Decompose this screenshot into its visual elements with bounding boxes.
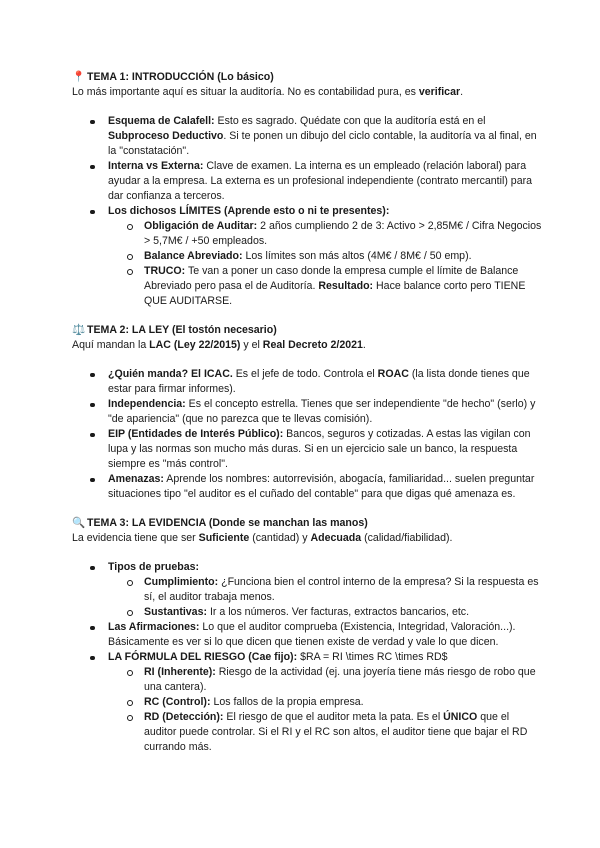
bold-run: Independencia: (108, 398, 186, 410)
sub-list-item (108, 219, 542, 249)
text-run: . (362, 339, 366, 351)
bold-run: Balance Abreviado: (144, 250, 243, 262)
text-run: Los fallos de la propia empresa. (210, 696, 364, 708)
text-run: que el auditor puede controlar. Si el RI y el RC son altos, el auditor tiene que bajar el RD currando más. (144, 711, 528, 753)
bold-run: RD (Detección): (144, 711, 224, 723)
list-item (72, 620, 542, 650)
bold-run: LA FÓRMULA DEL RIESGO (Cae fijo): (108, 651, 298, 663)
text-run: . (460, 86, 464, 98)
sub-list-item (108, 710, 542, 755)
text-run: (la lista donde tienes que estar para firmar informes). (108, 368, 530, 395)
text-run: (cantidad) y (249, 532, 311, 544)
bold-run: EIP (Entidades de Interés Público): (108, 428, 284, 440)
list-item (72, 159, 542, 204)
bold-run: Cumplimiento: (144, 576, 219, 588)
sub-list-item (108, 605, 542, 620)
heading-text: TEMA 1: INTRODUCCIÓN (Lo básico) (87, 71, 274, 83)
bold-run: Real Decreto 2/2021 (262, 339, 363, 351)
text-run: Riesgo de la actividad (ej. una joyería tiene más riesgo de robo que una cantera). (144, 666, 536, 693)
bold-run: Subproceso Deductivo (108, 130, 224, 142)
section-intro (72, 338, 542, 353)
sub-list-item (108, 665, 542, 695)
text-run: Lo más importante aquí es situar la auditoría. No es contabilidad pura, es (72, 86, 419, 98)
list-item (72, 204, 542, 309)
text-run: Aprende los nombres: autorrevisión, abogacía, familiaridad... suelen preguntar situaciones tipo "el auditor es el cuñado del contable" para que digas qué amenaza es. (108, 473, 535, 500)
bold-run: RC (Control): (144, 696, 211, 708)
scales-icon: ⚖️ (72, 324, 86, 336)
bullet-list (72, 367, 542, 502)
section-heading (72, 70, 542, 85)
bold-run: Interna vs Externa: (108, 160, 204, 172)
section-intro (72, 85, 542, 100)
text-run: Esto es sagrado. Quédate con que la auditoría está en el (214, 115, 486, 127)
bold-run: Amenazas: (108, 473, 164, 485)
list-item (72, 472, 542, 502)
magnifier-icon: 🔍 (72, 517, 86, 529)
text-run: $RA = RI \times RC \times RD$ (297, 651, 448, 663)
bold-run: Tipos de pruebas: (108, 561, 200, 573)
section-tema-2 (72, 323, 542, 502)
bold-run: ¿Quién manda? El ICAC. (108, 368, 233, 380)
list-item (72, 560, 542, 620)
bold-run: Las Afirmaciones: (108, 621, 200, 633)
bold-run: Adecuada (310, 532, 362, 544)
text-run: Clave de examen. La interna es un empleado (relación laboral) para ayudar a la empresa. La externa es un profesional independiente (contrato mercantil) para dar confianza a terceros. (108, 160, 533, 202)
text-run: (calidad/fiabilidad). (361, 532, 453, 544)
bold-run: Resultado: (318, 280, 374, 292)
pin-icon: 📍 (72, 71, 86, 83)
list-item (72, 114, 542, 159)
bold-run: Los dichosos LÍMITES (Aprende esto o ni te presentes): (108, 205, 390, 217)
text-run: Bancos, seguros y cotizadas. A estas las vigilan con lupa y las normas son mucho más duras. Si en un ejercicio sale un banco, la respuesta siempre es "más control". (108, 428, 531, 470)
sub-list (108, 575, 542, 620)
section-tema-1 (72, 70, 542, 309)
document-page (72, 70, 542, 755)
text-run: Es el concepto estrella. Tienes que ser independiente "de hecho" (serlo) y "de apariencia" (que no parezca que te llevas comisión). (108, 398, 536, 425)
list-item (72, 427, 542, 472)
bold-run: TRUCO: (144, 265, 186, 277)
text-run: Aquí mandan la (72, 339, 150, 351)
bullet-list (72, 114, 542, 309)
bold-run: RI (Inherente): (144, 666, 216, 678)
list-item (72, 650, 542, 755)
section-heading (72, 516, 542, 531)
text-run: ¿Funciona bien el control interno de la empresa? Si la respuesta es sí, el auditor trabaja menos. (144, 576, 539, 603)
text-run: Ir a los números. Ver facturas, extractos bancarios, etc. (207, 606, 470, 618)
text-run: El riesgo de que el auditor meta la pata. Es el (223, 711, 444, 723)
text-run: Los límites son más altos (4M€ / 8M€ / 50 emp). (242, 250, 472, 262)
sub-list-item (108, 264, 542, 309)
sub-list (108, 219, 542, 309)
bold-run: LAC (Ley 22/2015) (149, 339, 241, 351)
heading-text: TEMA 3: LA EVIDENCIA (Donde se manchan las manos) (87, 517, 368, 529)
text-run: . Si te ponen un dibujo del ciclo contable, la auditoría va al final, en la "constatación". (108, 130, 537, 157)
text-run: La evidencia tiene que ser (72, 532, 199, 544)
text-run: Lo que el auditor comprueba (Existencia, Integridad, Valoración...). Básicamente es ver si lo que dicen que tienen existe de verdad y vale lo que dicen. (108, 621, 516, 648)
text-run: Hace balance corto pero TIENE QUE AUDITARSE. (144, 280, 526, 307)
section-tema-3 (72, 516, 542, 755)
sub-list-item (108, 249, 542, 264)
list-item (72, 397, 542, 427)
bold-run: ROAC (377, 368, 409, 380)
bold-run: Esquema de Calafell: (108, 115, 215, 127)
text-run: Es el jefe de todo. Controla el (232, 368, 378, 380)
section-heading (72, 323, 542, 338)
bold-run: Sustantivas: (144, 606, 207, 618)
sub-list-item (108, 695, 542, 710)
list-item (72, 367, 542, 397)
heading-text: TEMA 2: LA LEY (El tostón necesario) (87, 324, 277, 336)
sub-list (108, 665, 542, 755)
bold-run: Suficiente (198, 532, 250, 544)
bullet-list (72, 560, 542, 755)
section-intro (72, 531, 542, 546)
bold-run: ÚNICO (443, 711, 478, 723)
text-run: y el (240, 339, 263, 351)
bold-run: verificar (418, 86, 461, 98)
text-run: Te van a poner un caso donde la empresa cumple el límite de Balance Abreviado pero pasa el de Auditoría. (144, 265, 519, 292)
sub-list-item (108, 575, 542, 605)
text-run: 2 años cumpliendo 2 de 3: Activo > 2,85M€ / Cifra Negocios > 5,7M€ / +50 empleados. (144, 220, 542, 247)
bold-run: Obligación de Auditar: (144, 220, 258, 232)
